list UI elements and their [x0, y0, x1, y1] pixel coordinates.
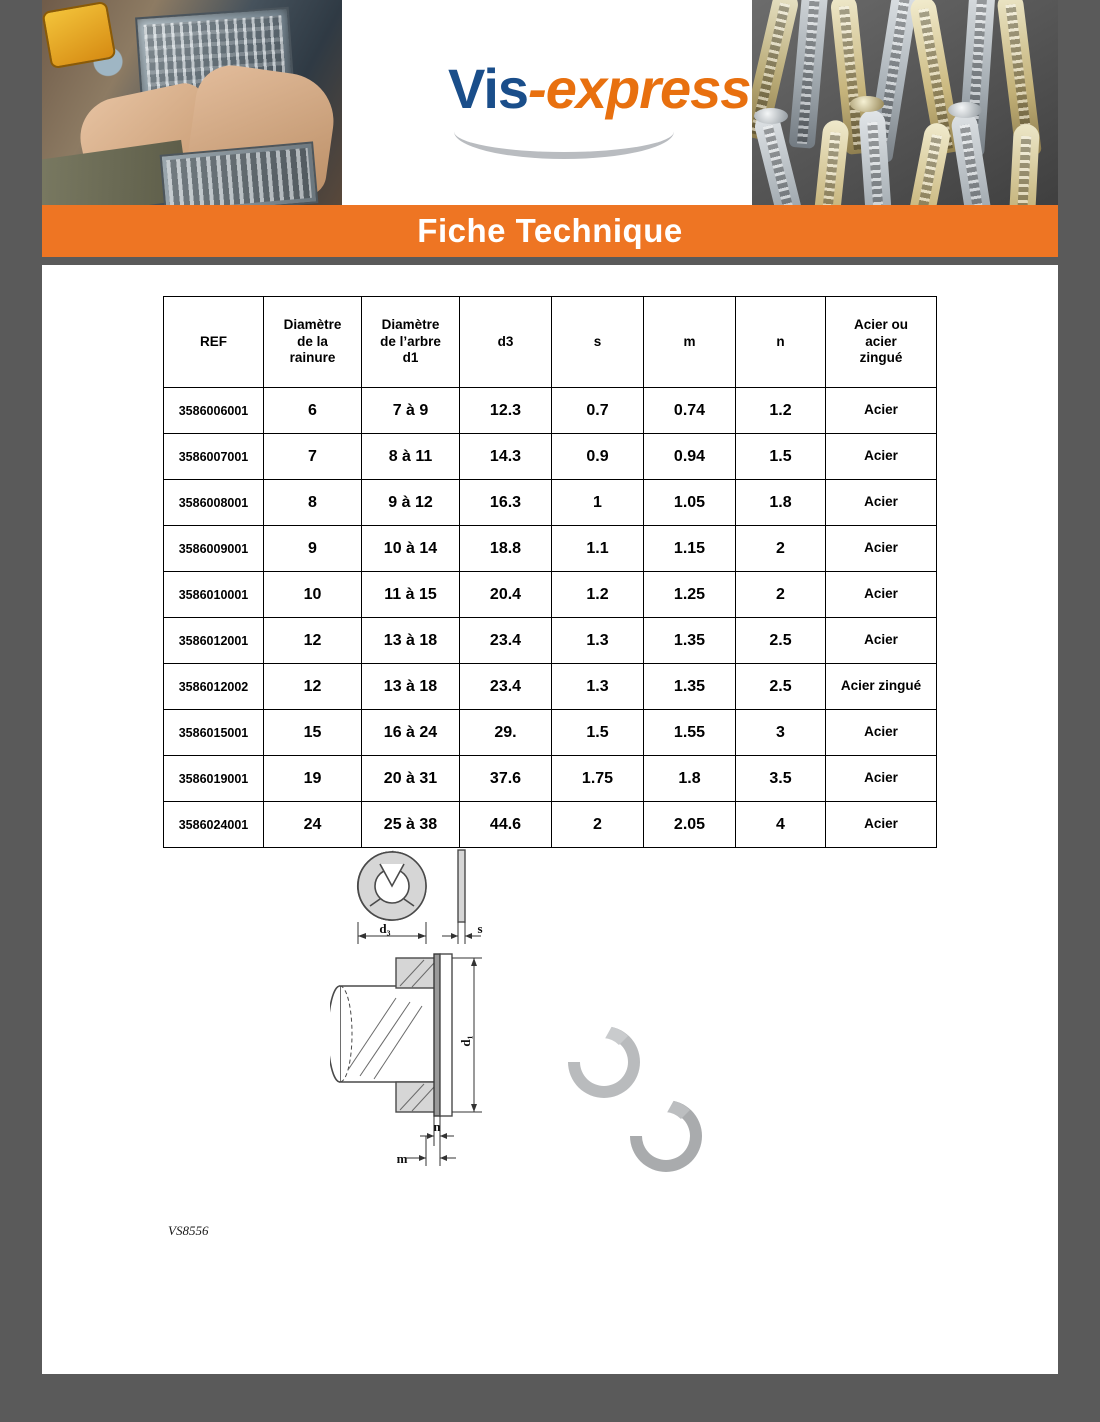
document-title-band	[42, 205, 1058, 257]
cell-rainure: 8	[264, 480, 362, 526]
cell-n: 2.5	[736, 664, 826, 710]
cell-d3: 23.4	[460, 618, 552, 664]
cell-d3: 12.3	[460, 388, 552, 434]
header-line-3: zingué	[859, 350, 903, 366]
column-header-n: n	[736, 297, 826, 388]
label-d3: d₃	[379, 921, 391, 936]
page-title: Fiche Technique	[417, 212, 683, 249]
cell-rainure: 24	[264, 802, 362, 848]
cell-m: 2.05	[644, 802, 736, 848]
cell-rainure: 9	[264, 526, 362, 572]
cell-matiere: Acier	[826, 572, 937, 618]
column-header-ref: REF	[164, 297, 264, 388]
dimension-d1	[452, 958, 482, 1112]
table-row	[164, 572, 937, 618]
cell-n: 2	[736, 572, 826, 618]
cell-n: 2.5	[736, 618, 826, 664]
cell-arbre: 20 à 31	[362, 756, 460, 802]
logo-text-express: -express	[528, 57, 751, 120]
cell-d3: 29.	[460, 710, 552, 756]
cell-s: 1.2	[552, 572, 644, 618]
cell-arbre: 8 à 11	[362, 434, 460, 480]
cell-s: 1	[552, 480, 644, 526]
cell-m: 0.74	[644, 388, 736, 434]
cell-ref: 3586015001	[164, 710, 264, 756]
column-header-s: s	[552, 297, 644, 388]
cell-d3: 20.4	[460, 572, 552, 618]
cell-s: 0.9	[552, 434, 644, 480]
header-banner	[42, 0, 1058, 205]
table-row	[164, 664, 937, 710]
cell-d3: 23.4	[460, 664, 552, 710]
cell-n: 1.5	[736, 434, 826, 480]
cell-ref: 3586012002	[164, 664, 264, 710]
logo-wordmark	[448, 56, 750, 121]
cell-arbre: 9 à 12	[362, 480, 460, 526]
cell-matiere: Acier	[826, 388, 937, 434]
cell-s: 0.7	[552, 388, 644, 434]
cell-arbre: 25 à 38	[362, 802, 460, 848]
cell-rainure: 6	[264, 388, 362, 434]
dimension-d3	[358, 922, 426, 944]
header-line-3: rainure	[289, 350, 336, 366]
cell-d3: 44.6	[460, 802, 552, 848]
cell-d3: 16.3	[460, 480, 552, 526]
specification-table	[163, 296, 937, 848]
eclip-front-view	[358, 852, 426, 920]
eclip-side-view	[458, 850, 465, 922]
screws-photo	[752, 0, 1058, 205]
cell-arbre: 16 à 24	[362, 710, 460, 756]
cell-matiere: Acier zingué	[826, 664, 937, 710]
cell-ref: 3586012001	[164, 618, 264, 664]
cell-ref: 3586009001	[164, 526, 264, 572]
cell-m: 1.15	[644, 526, 736, 572]
table-row	[164, 710, 937, 756]
cell-n: 2	[736, 526, 826, 572]
cell-arbre: 13 à 18	[362, 618, 460, 664]
cell-n: 4	[736, 802, 826, 848]
header-line-2: acier	[865, 333, 897, 349]
eclip-photo	[568, 1026, 702, 1172]
cell-ref: 3586006001	[164, 388, 264, 434]
right-margin-bar	[1058, 0, 1100, 1422]
table-row	[164, 526, 937, 572]
label-s: s	[477, 921, 483, 936]
label-n: n	[433, 1119, 441, 1134]
cell-rainure: 10	[264, 572, 362, 618]
table-row	[164, 388, 937, 434]
cell-d3: 37.6	[460, 756, 552, 802]
header-line-1: Diamètre	[283, 317, 342, 333]
cell-m: 1.55	[644, 710, 736, 756]
cell-s: 1.3	[552, 618, 644, 664]
cell-m: 1.35	[644, 664, 736, 710]
specification-table-wrapper	[163, 296, 936, 848]
label-d1: d₁	[458, 1035, 473, 1047]
cell-n: 1.2	[736, 388, 826, 434]
column-header-d3: d3	[460, 297, 552, 388]
logo-text-vis: Vis	[448, 57, 529, 120]
cell-s: 2	[552, 802, 644, 848]
cell-rainure: 15	[264, 710, 362, 756]
logo-swoosh-icon	[454, 126, 674, 159]
cell-ref: 3586008001	[164, 480, 264, 526]
cell-matiere: Acier	[826, 526, 937, 572]
dimension-m	[406, 1136, 456, 1166]
cell-s: 1.1	[552, 526, 644, 572]
tape-measure-icon	[42, 1, 117, 70]
cell-s: 1.3	[552, 664, 644, 710]
cell-rainure: 12	[264, 618, 362, 664]
table-row	[164, 434, 937, 480]
cell-matiere: Acier	[826, 618, 937, 664]
cell-rainure: 19	[264, 756, 362, 802]
table-header-row	[164, 297, 937, 388]
cell-ref: 3586019001	[164, 756, 264, 802]
cell-s: 1.5	[552, 710, 644, 756]
column-header-m: m	[644, 297, 736, 388]
technical-drawing	[330, 836, 750, 1226]
cell-n: 3.5	[736, 756, 826, 802]
dimension-s	[442, 922, 481, 944]
cell-n: 3	[736, 710, 826, 756]
e-clip-diagram-svg	[330, 836, 750, 1226]
cell-d3: 14.3	[460, 434, 552, 480]
header-line-2: de l’arbre	[380, 333, 441, 349]
cell-arbre: 7 à 9	[362, 388, 460, 434]
cell-ref: 3586010001	[164, 572, 264, 618]
cell-m: 1.05	[644, 480, 736, 526]
header-line-1: Diamètre	[381, 317, 440, 333]
cell-ref: 3586024001	[164, 802, 264, 848]
header-line-2: de la	[297, 333, 328, 349]
cell-m: 1.8	[644, 756, 736, 802]
workshop-photo	[42, 0, 342, 205]
column-header-groove-diameter	[264, 297, 362, 388]
cell-m: 0.94	[644, 434, 736, 480]
cell-arbre: 13 à 18	[362, 664, 460, 710]
cell-matiere: Acier	[826, 802, 937, 848]
brand-logo	[342, 0, 752, 205]
cell-matiere: Acier	[826, 480, 937, 526]
cell-matiere: Acier	[826, 756, 937, 802]
label-m: m	[396, 1151, 408, 1166]
cell-arbre: 10 à 14	[362, 526, 460, 572]
document-reference-code: VS8556	[168, 1223, 209, 1238]
cell-m: 1.35	[644, 618, 736, 664]
table-row	[164, 618, 937, 664]
cell-matiere: Acier	[826, 710, 937, 756]
cell-d3: 18.8	[460, 526, 552, 572]
cell-s: 1.75	[552, 756, 644, 802]
title-underline	[42, 257, 1058, 265]
table-row	[164, 756, 937, 802]
bottom-margin-bar	[42, 1374, 1058, 1422]
cell-rainure: 7	[264, 434, 362, 480]
table-row	[164, 480, 937, 526]
cell-arbre: 11 à 15	[362, 572, 460, 618]
header-line-1: Acier ou	[853, 317, 908, 333]
column-header-shaft-diameter	[362, 297, 460, 388]
cell-matiere: Acier	[826, 434, 937, 480]
shaft-section-view	[330, 954, 452, 1116]
column-header-material	[826, 297, 937, 388]
cell-ref: 3586007001	[164, 434, 264, 480]
cell-m: 1.25	[644, 572, 736, 618]
cell-rainure: 12	[264, 664, 362, 710]
header-line-3: d1	[402, 350, 419, 366]
left-margin-bar	[0, 0, 42, 1422]
cell-n: 1.8	[736, 480, 826, 526]
